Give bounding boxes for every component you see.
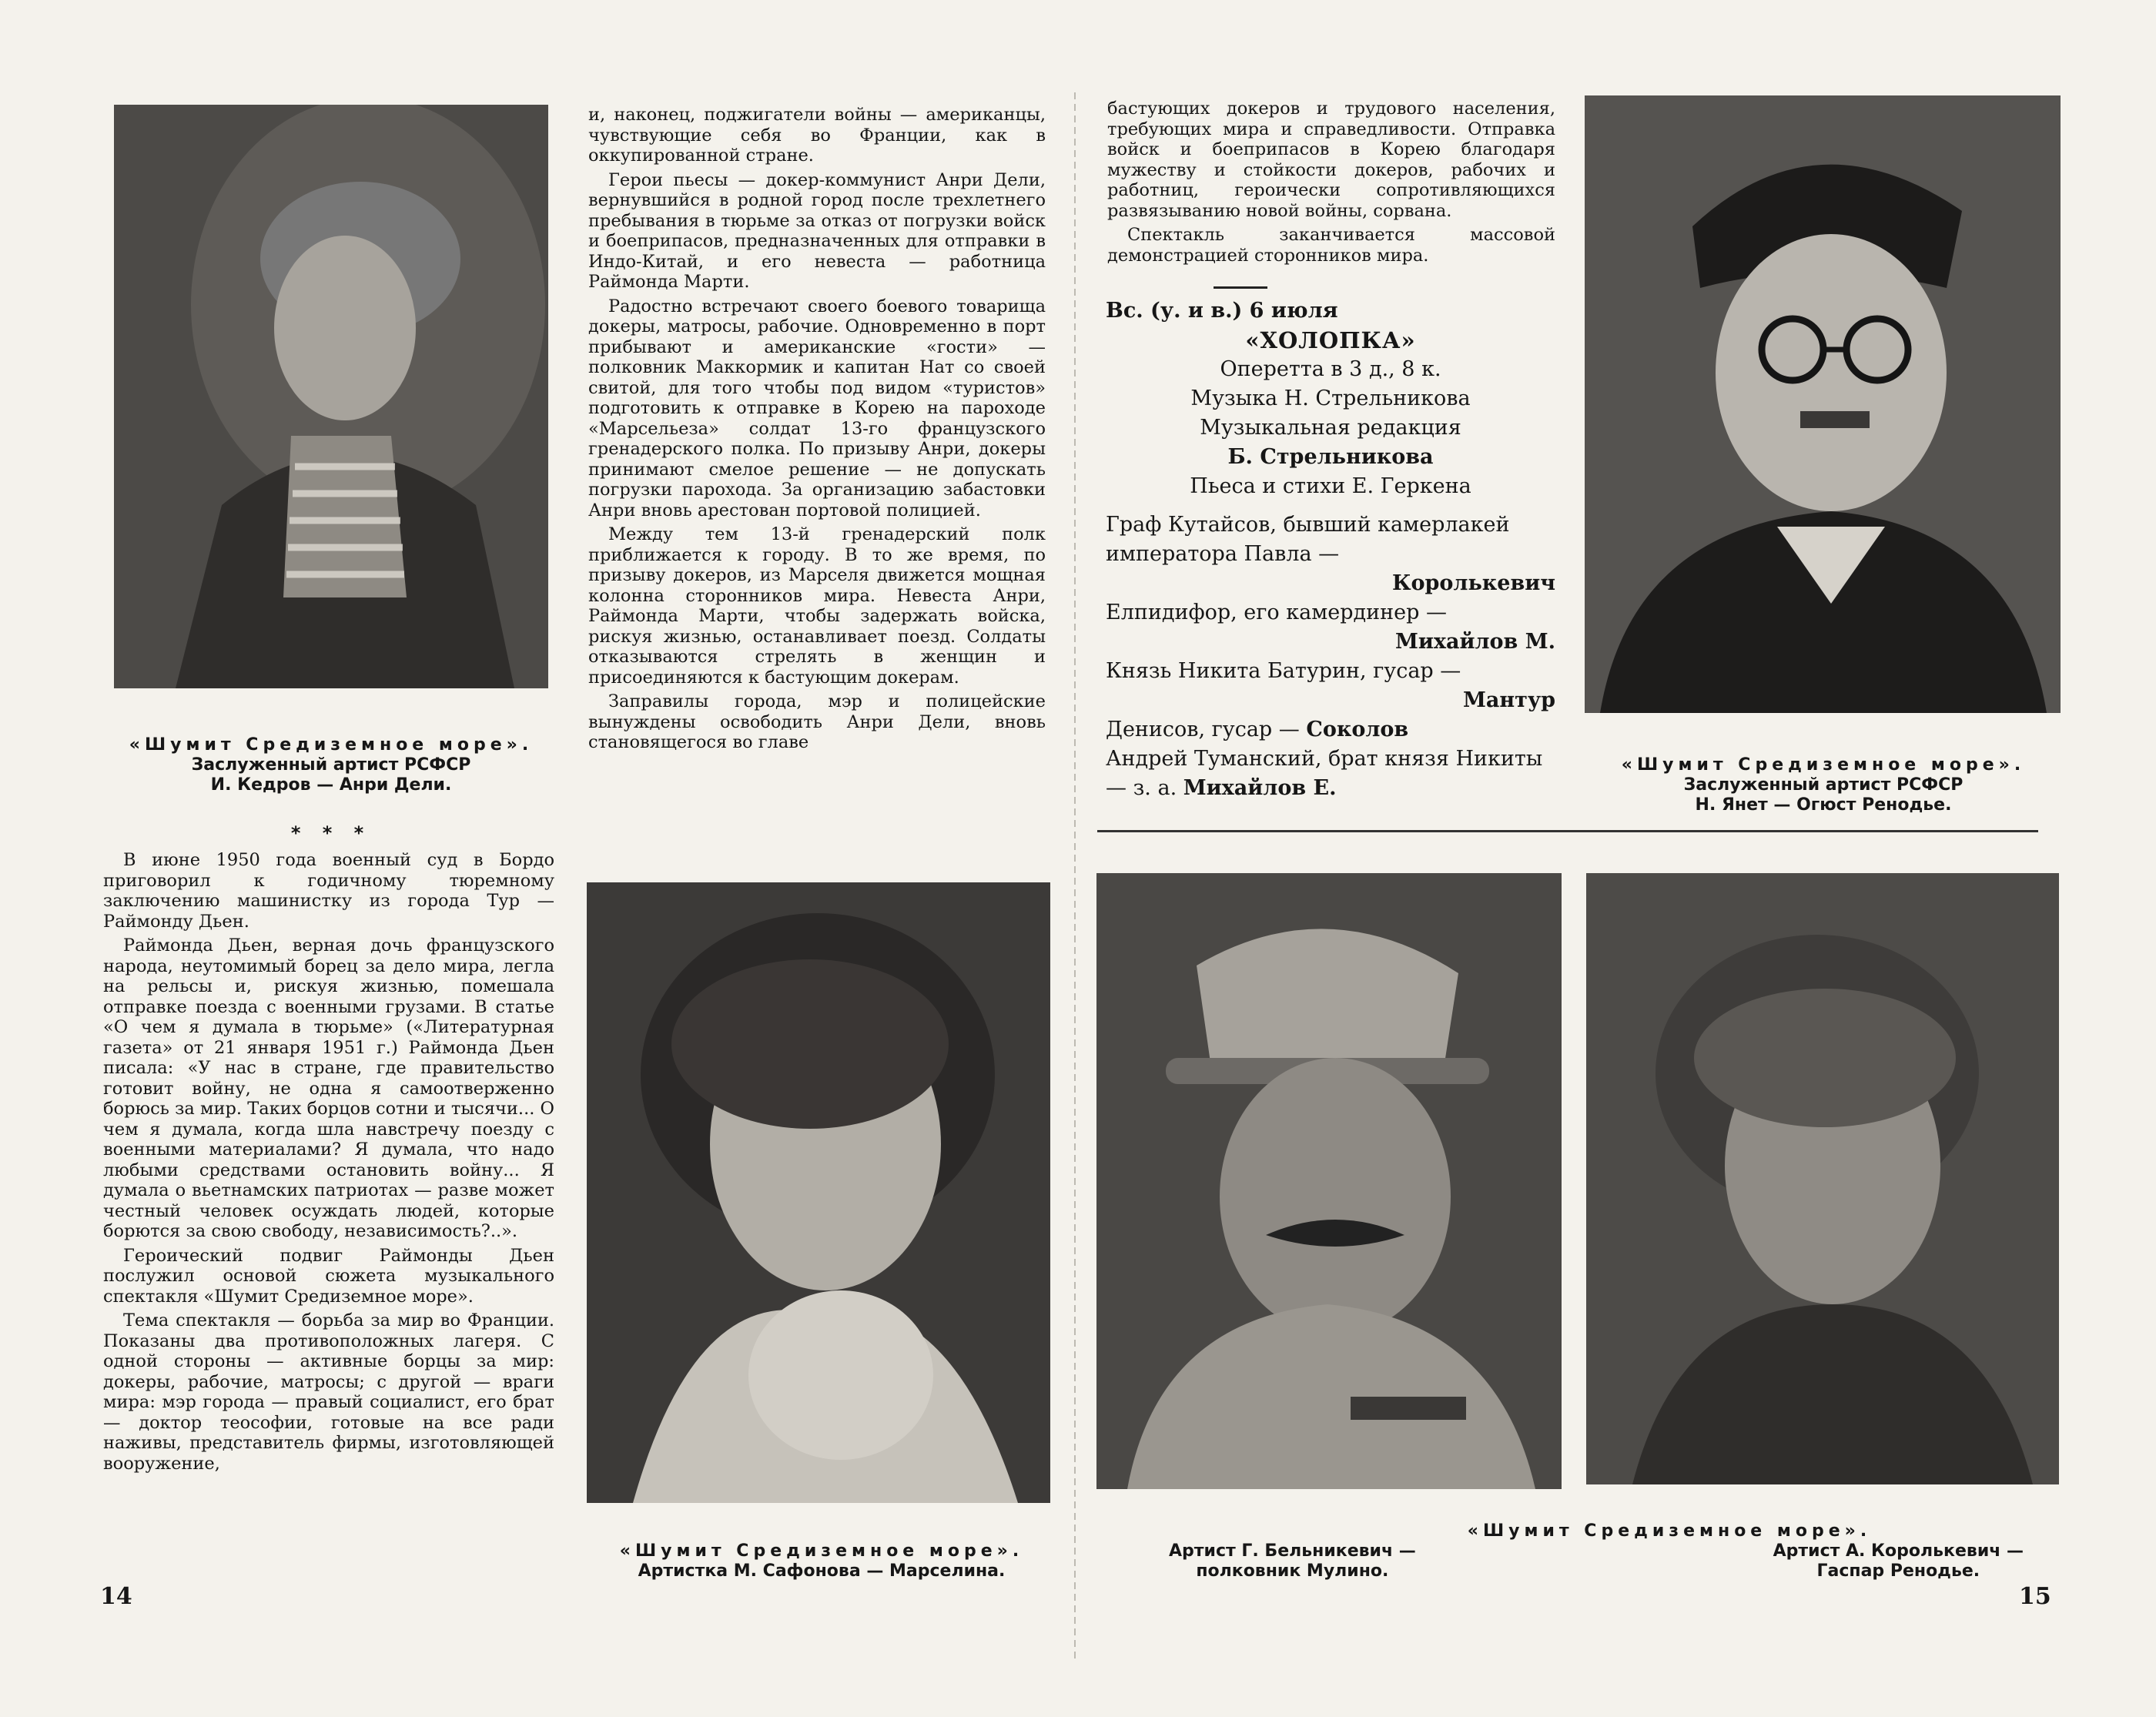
program-music: Музыка Н. Стрельникова (1190, 387, 1471, 410)
article-column-middle (588, 105, 1046, 753)
caption-belnikevich-line2: полковник Мулино. (1196, 1561, 1389, 1581)
caption-bottom-line1: «Шумит Средиземное море». (1467, 1521, 1872, 1541)
article-paragraph: Спектакль заканчивается массовой демонстрацией сторонников мира. (1107, 225, 1555, 266)
photo-belnikevich (1096, 873, 1562, 1489)
caption-belnikevich (1169, 1541, 1416, 1581)
article-paragraph: Раймонда Дьен, верная дочь французского народа, неутомимый борец за дело мира, легла на рельсы и, рискуя жизнью, помешала отправке поезда с военными грузами. В статье «О чем я думала в тюрьме» («Литературная газета» от 21 января 1951 г.) Раймонда Дьен писала: «У нас в стране, где правительство готовит войну, не одна я самоотверженно борюсь за мир. Таких борцов сотни и тысячи... О чем я думала, когда шла навстречу поезду с военными материалами? Я думала, что надо любыми средствами остановить войну... Я думала о вьетнамских патриотах — разве может честный человек осуждать людей, которые борются за свою свободу, независимость?..». (103, 935, 554, 1241)
cast-entry (1106, 745, 1555, 803)
article-paragraph: и, наконец, поджигатели войны — американцы, чувствующие себя во Франции, как в оккупированной стране. (588, 105, 1046, 166)
cast-role: Денисов, гусар — (1106, 718, 1300, 741)
cast-entry (1106, 657, 1555, 715)
caption-safonova-line1: «Шумит Средиземное море». (619, 1541, 1024, 1561)
caption-korolkevich (1773, 1541, 2024, 1581)
caption-yanet-line2: Заслуженный артист РСФСР (1683, 775, 1964, 795)
cast-actor: Мантур (1462, 688, 1555, 712)
program-date: Вс. (у. и в.) 6 июля (1106, 299, 1338, 323)
cast-actor: Михайлов Е. (1183, 776, 1337, 800)
program-genre: Оперетта в 3 д., 8 к. (1220, 357, 1441, 381)
photo-korolkevich (1586, 873, 2059, 1484)
article-paragraph: Между тем 13-й гренадерский полк приближается к городу. В то же время, по призыву докеров, из Марселя движется мощная колонна сторонников мира. Невеста Анри, Раймонда Марти, чтобы задержать войска, рискуя жизнью, останавливает поезд. Солдаты отказываются стрелять в женщин и присоединяются к бастующим докерам. (588, 524, 1046, 688)
photo-safonova (587, 882, 1050, 1503)
cast-role: Андрей Туманский, брат князя Никиты — з. а. (1106, 747, 1543, 800)
left-page (0, 0, 1076, 1717)
cast-entry (1106, 715, 1555, 745)
section-rule (1097, 830, 2038, 832)
article-paragraph: В июне 1950 года военный суд в Бордо приговорил к годичному тюремному заключению машинистку из города Тур — Раймонду Дьен. (103, 850, 554, 932)
caption-safonova (579, 1541, 1064, 1581)
page-number-left: 14 (100, 1583, 132, 1610)
cast-role: Елпидифор, его камердинер — (1106, 601, 1447, 624)
article-paragraph: Заправилы города, мэр и полицейские вынуждены освободить Анри Дели, вновь становящегося во главе (588, 691, 1046, 752)
article-paragraph: бастующих докеров и трудового населения, требующих мира и справедливости. Отправка войск и боеприпасов в Корею благодаря мужеству и стойкости докеров, рабочих и работниц, героически сопротивляющихся развязыванию новой войны, сорвана. (1107, 99, 1555, 221)
caption-kedrov-line1: «Шумит Средиземное море». (129, 735, 534, 755)
program-divider (1214, 286, 1267, 289)
caption-korolkevich-line2: Гаспар Ренодье. (1816, 1561, 1980, 1581)
theatre-program (1106, 283, 1555, 803)
page-number-right: 15 (2019, 1583, 2051, 1610)
cast-entry (1106, 510, 1555, 598)
cast-role: Граф Кутайсов, бывший камерлакей императора Павла — (1106, 513, 1510, 566)
caption-safonova-line2: Артистка М. Сафонова — Марселина. (638, 1561, 1006, 1581)
program-libretto: Пьеса и стихи Е. Геркена (1190, 474, 1471, 498)
caption-bottom-group (1169, 1521, 2047, 1581)
cast-actor: Михайлов М. (1394, 630, 1555, 654)
caption-kedrov (92, 735, 570, 795)
cast-entry (1106, 598, 1555, 657)
cast-role: Князь Никита Батурин, гусар — (1106, 659, 1461, 683)
article-column-left (103, 850, 554, 1474)
cast-actor: Королькевич (1391, 571, 1555, 595)
caption-yanet-line3: Н. Янет — Огюст Ренодье. (1695, 795, 1952, 815)
article-paragraph: Герои пьесы — докер-коммунист Анри Дели, вернувшийся в родной город после трехлетнего пребывания в тюрьме за отказ от погрузки войск и боеприпасов, предназначенных для отправки в Индо-Китай, и его невеста — работница Раймонда Марти. (588, 169, 1046, 292)
caption-kedrov-line2: Заслуженный артист РСФСР (191, 755, 471, 775)
program-title: «ХОЛОПКА» (1245, 327, 1416, 353)
caption-belnikevich-line1: Артист Г. Бельникевич — (1169, 1541, 1416, 1561)
section-separator: * * * (290, 822, 372, 844)
cast-actor: Соколов (1306, 718, 1409, 741)
photo-kedrov (114, 105, 548, 688)
caption-korolkevich-line1: Артист А. Королькевич — (1773, 1541, 2024, 1561)
program-music-editor: Б. Стрельникова (1227, 445, 1434, 469)
right-page (1076, 0, 2156, 1717)
article-continuation (1107, 99, 1555, 266)
caption-kedrov-line3: И. Кедров — Анри Дели. (210, 775, 452, 795)
article-paragraph: Радостно встречают своего боевого товарища докеры, матросы, рабочие. Одновременно в порт прибывают и американские «гости» — полковник Маккормик и капитан Нат со своей свитой, для того чтобы под видом «туристов» подготовить к отправке в Корею на пароходе «Марсельеза» солдат 13-го французского гренадерского полка. По призыву Анри, докеры принимают смелое решение — не допускать погрузки парохода. За организацию забастовки Анри вновь арестован портовой полицией. (588, 296, 1046, 520)
article-paragraph: Героический подвиг Раймонды Дьен послужил основой сюжета музыкального спектакля «Шумит Средиземное море». (103, 1245, 554, 1307)
program-music-edition: Музыкальная редакция (1200, 416, 1461, 440)
photo-yanet (1585, 95, 2061, 713)
caption-yanet (1569, 755, 2077, 815)
article-paragraph: Тема спектакля — борьба за мир во Франции. Показаны два противоположных лагеря. С одной стороны — активные борцы за мир: докеры, рабочие, матросы; с другой — враги мира: мэр города — правый социалист, его брат — доктор теософии, готовые на все ради наживы, представитель фирмы, изготовляющей вооружение, (103, 1310, 554, 1474)
caption-yanet-line1: «Шумит Средиземное море». (1621, 755, 2026, 775)
